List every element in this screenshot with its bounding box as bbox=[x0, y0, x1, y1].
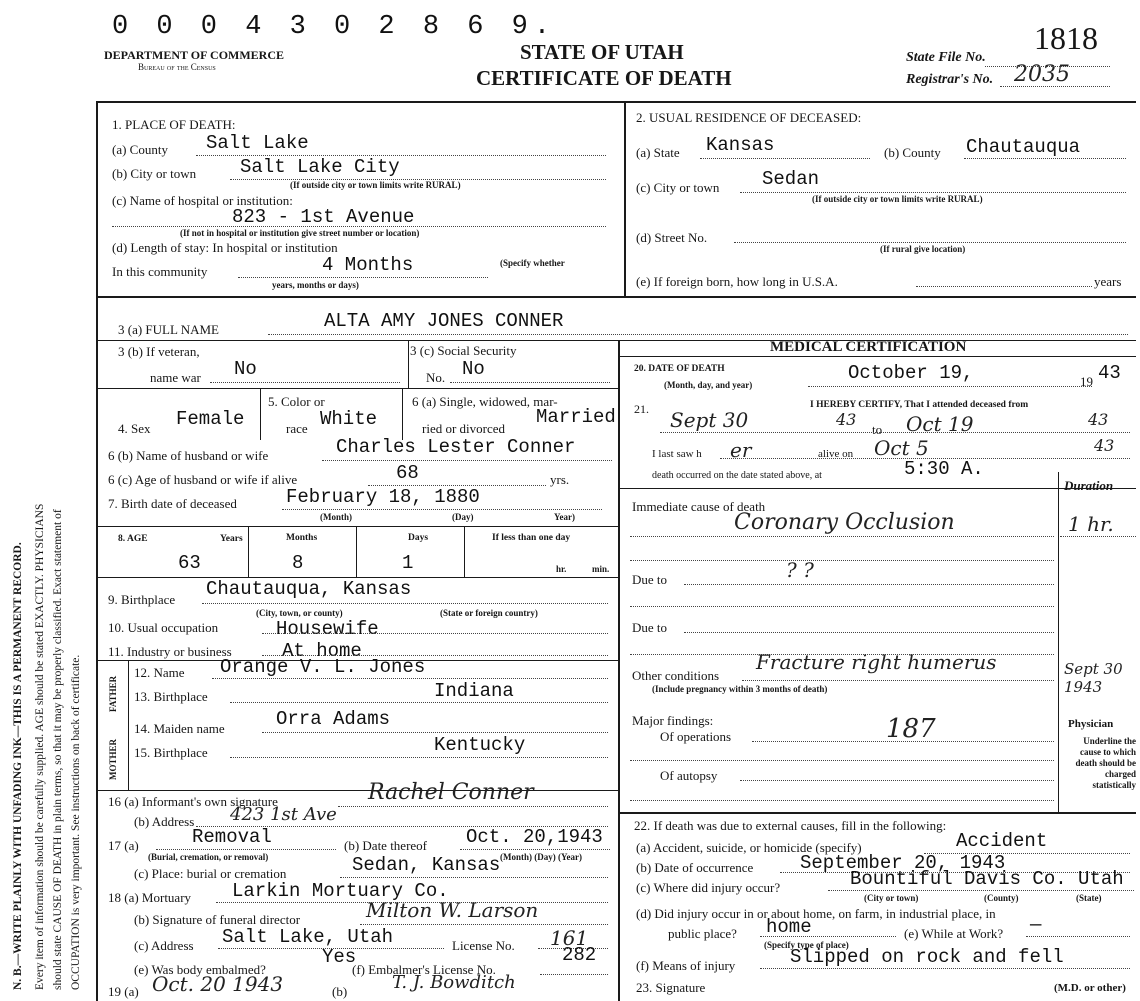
certify-text: I HEREBY CERTIFY, That I attended deceased from bbox=[810, 400, 1029, 410]
burial-place-value: Sedan, Kansas bbox=[352, 854, 501, 876]
accident-value: Accident bbox=[956, 830, 1048, 852]
stay-label: (d) Length of stay: In hospital or institution bbox=[112, 240, 338, 255]
burial-date-value: Oct. 20,1943 bbox=[466, 826, 603, 848]
state-file-label: State File No. bbox=[906, 50, 986, 65]
res-years-label: years bbox=[1094, 274, 1122, 289]
mother-bp-label: 15. Birthplace bbox=[134, 745, 208, 760]
license-value: 161 bbox=[550, 926, 589, 950]
side-note-2: Every item of information should be carefully supplied. AGE should be stated EXACTLY. PHYSICIANS bbox=[34, 503, 46, 990]
department: DEPARTMENT OF COMMERCE bbox=[104, 48, 285, 62]
certificate-title: CERTIFICATE OF DEATH bbox=[476, 66, 732, 90]
md-note: (M.D. or other) bbox=[1054, 982, 1126, 994]
race-label: race bbox=[286, 421, 308, 436]
race-value: White bbox=[320, 408, 378, 430]
dod-value: October 19, bbox=[848, 362, 974, 384]
filed-date: Oct. 20 1943 bbox=[152, 972, 284, 996]
burial-date-label: (b) Date thereof bbox=[344, 838, 428, 853]
occupation-value: Housewife bbox=[276, 618, 379, 640]
color-label: 5. Color or bbox=[268, 394, 325, 409]
n21-label: 21. bbox=[634, 402, 649, 416]
operations-value: 187 bbox=[886, 714, 936, 744]
dod-year: 43 bbox=[1098, 362, 1121, 384]
alive-year: 43 bbox=[1094, 436, 1115, 455]
where-label: (c) Where did injury occur? bbox=[636, 880, 781, 895]
birth-date-value: February 18, 1880 bbox=[286, 486, 480, 508]
attended-to: Oct 19 bbox=[906, 412, 974, 436]
embalmed-label: (e) Was body embalmed? bbox=[134, 962, 266, 977]
res-county-label: (b) County bbox=[884, 145, 941, 160]
marital-label: 6 (a) Single, widowed, mar- bbox=[412, 394, 558, 409]
burial-type-note: (Burial, cremation, or removal) bbox=[148, 852, 269, 862]
due-to-label-1: Due to bbox=[632, 572, 668, 587]
mortuary-addr-label: (c) Address bbox=[134, 938, 194, 953]
father-name-label: 12. Name bbox=[134, 665, 185, 680]
public-label: public place? bbox=[668, 926, 737, 941]
director-signature: Milton W. Larson bbox=[366, 898, 539, 922]
county-value: Salt Lake bbox=[206, 132, 309, 154]
burial-type-value: Removal bbox=[192, 826, 272, 848]
res-state-value: Kansas bbox=[706, 134, 775, 156]
yrs-label: yrs. bbox=[550, 472, 570, 487]
to-label: to bbox=[872, 422, 883, 437]
war-label: name war bbox=[150, 370, 201, 385]
father-side-label: FATHER bbox=[108, 675, 118, 712]
community-value: 4 Months bbox=[322, 254, 414, 276]
place-of-death-title: 1. PLACE OF DEATH: bbox=[112, 117, 236, 132]
medical-title: MEDICAL CERTIFICATION bbox=[770, 339, 967, 355]
occurrence-date-label: (b) Date of occurrence bbox=[636, 860, 754, 875]
due-to-value-1: ? ? bbox=[786, 558, 814, 582]
mortuary-addr-value: Salt Lake, Utah bbox=[222, 926, 394, 948]
mother-bp-value: Kentucky bbox=[434, 734, 526, 756]
physician-note: Underline the cause to which death should be charged statistically bbox=[1075, 736, 1136, 790]
registrar-number: 2035 bbox=[1014, 62, 1070, 87]
registrar-sig-label: (b) bbox=[332, 984, 348, 999]
where-note-county: (County) bbox=[984, 893, 1019, 903]
father-name-value: Orange V. L. Jones bbox=[220, 656, 426, 678]
physician-header: Physician bbox=[1068, 718, 1114, 730]
hr-label: hr. bbox=[556, 564, 567, 574]
major-findings-label: Major findings: bbox=[632, 713, 714, 728]
mortuary-value: Larkin Mortuary Co. bbox=[232, 880, 449, 902]
sex-label: 4. Sex bbox=[118, 421, 151, 436]
autopsy-label: Of autopsy bbox=[660, 768, 718, 783]
immediate-cause-value: Coronary Occlusion bbox=[734, 510, 955, 535]
home-value: home bbox=[766, 916, 812, 938]
alive-label: alive on bbox=[818, 448, 854, 460]
embalmer-license-value: 282 bbox=[562, 944, 597, 966]
city-label: (b) City or town bbox=[112, 166, 197, 181]
birth-month-note: (Month) bbox=[320, 512, 352, 522]
serial-number: 0 0 0 4 3 0 2 8 6 9. bbox=[112, 12, 557, 42]
accident-label: (a) Accident, suicide, or homicide (specify) bbox=[636, 840, 862, 855]
ss-value: No bbox=[462, 358, 485, 380]
age-less-day-header: If less than one day bbox=[492, 533, 571, 543]
other-conditions-note: (Include pregnancy within 3 months of death) bbox=[652, 684, 828, 694]
filed-label: 19 (a) bbox=[108, 984, 139, 999]
city-value: Salt Lake City bbox=[240, 156, 400, 178]
dod-note: (Month, day, and year) bbox=[664, 380, 753, 390]
home-note: (Specify type of place) bbox=[764, 940, 849, 950]
res-foreign-label: (e) If foreign born, how long in U.S.A. bbox=[636, 274, 838, 289]
father-bp-label: 13. Birthplace bbox=[134, 689, 208, 704]
informant-sig-label: 16 (a) Informant's own signature bbox=[108, 794, 278, 809]
home-label: (d) Did injury occur in or about home, on farm, in industrial place, in bbox=[636, 906, 996, 921]
birthplace-value: Chautauqua, Kansas bbox=[206, 578, 412, 600]
age-days-header: Days bbox=[408, 533, 429, 543]
birth-day-note: (Day) bbox=[452, 512, 474, 522]
other-conditions-value: Fracture right humerus bbox=[756, 650, 997, 674]
immediate-cause-label: Immediate cause of death bbox=[632, 499, 766, 514]
duration-value: 1 hr. bbox=[1068, 512, 1114, 536]
ext-title: 22. If death was due to external causes, fill in the following: bbox=[634, 818, 947, 833]
res-city-note: (If outside city or town limits write RURAL) bbox=[812, 194, 983, 204]
marital-label-2: ried or divorced bbox=[422, 421, 506, 436]
work-label: (e) While at Work? bbox=[904, 926, 1004, 941]
means-label: (f) Means of injury bbox=[636, 958, 736, 973]
occupation-label: 10. Usual occupation bbox=[108, 620, 219, 635]
registrar-signature: T. J. Bowditch bbox=[392, 972, 516, 993]
mortuary-label: 18 (a) Mortuary bbox=[108, 890, 192, 905]
embalmed-value: Yes bbox=[322, 946, 357, 968]
specify-note: (Specify whether bbox=[500, 258, 565, 268]
units-note: years, months or days) bbox=[272, 280, 359, 290]
veteran-label: 3 (b) If veteran, bbox=[118, 344, 200, 359]
side-note-4: OCCUPATION is very important. See instructions on back of certificate. bbox=[70, 654, 82, 990]
hospital-note: (If not in hospital or institution give street number or location) bbox=[180, 228, 420, 238]
birth-date-label: 7. Birth date of deceased bbox=[108, 496, 237, 511]
dod-label: 20. DATE OF DEATH bbox=[634, 364, 725, 374]
side-note-1: N. B.—WRITE PLAINLY WITH UNFADING INK—THIS IS A PERMANENT RECORD. bbox=[12, 542, 24, 990]
where-note-state: (State) bbox=[1076, 893, 1102, 903]
attended-to-year: 43 bbox=[1088, 410, 1109, 429]
age-label: 8. AGE bbox=[118, 534, 148, 544]
duration-header: Duration bbox=[1064, 478, 1114, 493]
spouse-label: 6 (b) Name of husband or wife bbox=[108, 448, 269, 463]
mother-name-label: 14. Maiden name bbox=[134, 721, 225, 736]
where-note-city: (City or town) bbox=[864, 893, 919, 903]
alive-value: Oct 5 bbox=[874, 436, 929, 460]
full-name-value: ALTA AMY JONES CONNER bbox=[324, 310, 564, 332]
informant-addr-label: (b) Address bbox=[134, 814, 195, 829]
attended-from: Sept 30 bbox=[670, 408, 749, 432]
sex-value: Female bbox=[176, 408, 245, 430]
marital-value: Married bbox=[536, 406, 616, 428]
state-title: STATE OF UTAH bbox=[520, 40, 684, 64]
work-value: — bbox=[1030, 914, 1042, 936]
res-state-label: (a) State bbox=[636, 145, 680, 160]
industry-label: 11. Industry or business bbox=[108, 644, 232, 659]
due-to-label-2: Due to bbox=[632, 620, 668, 635]
license-label: License No. bbox=[452, 938, 515, 953]
res-street-label: (d) Street No. bbox=[636, 230, 708, 245]
last-saw-value: er bbox=[730, 438, 752, 462]
father-bp-value: Indiana bbox=[434, 680, 514, 702]
informant-signature: Rachel Conner bbox=[368, 780, 534, 805]
residence-title: 2. USUAL RESIDENCE OF DECEASED: bbox=[636, 110, 862, 125]
bp-note-2: (State or foreign country) bbox=[440, 608, 538, 618]
burial-place-label: (c) Place: burial or cremation bbox=[134, 866, 287, 881]
age-years-value: 63 bbox=[178, 552, 201, 574]
bp-note-1: (City, town, or county) bbox=[256, 608, 343, 618]
ss-no-label: No. bbox=[426, 370, 446, 385]
ss-label: 3 (c) Social Security bbox=[410, 343, 517, 358]
city-note: (If outside city or town limits write RURAL) bbox=[290, 180, 461, 190]
registrar-label: Registrar's No. bbox=[906, 72, 994, 87]
veteran-value: No bbox=[234, 358, 257, 380]
spouse-age-value: 68 bbox=[396, 462, 419, 484]
community-label: In this community bbox=[112, 264, 208, 279]
county-label: (a) County bbox=[112, 142, 168, 157]
mother-side-label: MOTHER bbox=[108, 738, 118, 780]
other-conditions-date: Sept 30 1943 bbox=[1064, 660, 1123, 696]
age-months-value: 8 bbox=[292, 552, 304, 574]
res-street-note: (If rural give location) bbox=[880, 244, 966, 254]
full-name-label: 3 (a) FULL NAME bbox=[118, 322, 219, 337]
age-years-header: Years bbox=[220, 534, 243, 544]
bureau: Bureau of the Census bbox=[138, 62, 216, 72]
embalmer-license-label: (f) Embalmer's License No. bbox=[352, 962, 496, 977]
spouse-age-label: 6 (c) Age of husband or wife if alive bbox=[108, 472, 298, 487]
age-months-header: Months bbox=[286, 533, 318, 543]
birth-year-note: Year) bbox=[554, 512, 575, 522]
burial-type-label: 17 (a) bbox=[108, 838, 139, 853]
operations-label: Of operations bbox=[660, 729, 732, 744]
burial-date-note: (Month) (Day) (Year) bbox=[500, 852, 582, 862]
min-label: min. bbox=[592, 564, 610, 574]
dod-year-prefix: 19 bbox=[1080, 374, 1093, 389]
state-file-number: 1818 bbox=[1034, 20, 1098, 56]
where-value: Bountiful Davis Co. Utah bbox=[850, 868, 1124, 890]
res-county-value: Chautauqua bbox=[966, 136, 1081, 158]
res-city-value: Sedan bbox=[762, 168, 820, 190]
hospital-value: 823 - 1st Avenue bbox=[232, 206, 415, 228]
industry-value: At home bbox=[282, 640, 362, 662]
director-label: (b) Signature of funeral director bbox=[134, 912, 301, 927]
side-note-3: should state CAUSE OF DEATH in plain terms, so that it may be properly classified. Exact statement of bbox=[52, 509, 64, 990]
means-value: Slipped on rock and fell bbox=[790, 946, 1064, 968]
age-days-value: 1 bbox=[402, 552, 414, 574]
informant-address: 423 1st Ave bbox=[230, 804, 337, 825]
spouse-value: Charles Lester Conner bbox=[336, 436, 576, 458]
last-saw-label: I last saw h bbox=[652, 448, 702, 460]
mother-name-value: Orra Adams bbox=[276, 708, 391, 730]
death-time: 5:30 A. bbox=[904, 458, 984, 480]
hospital-label: (c) Name of hospital or institution: bbox=[112, 193, 293, 208]
other-conditions-label: Other conditions bbox=[632, 668, 720, 683]
res-city-label: (c) City or town bbox=[636, 180, 720, 195]
signature-label: 23. Signature bbox=[636, 980, 706, 995]
occurrence-date-value: September 20, 1943 bbox=[800, 852, 1006, 874]
occurred-label: death occurred on the date stated above, at bbox=[652, 470, 822, 481]
attended-from-year: 43 bbox=[836, 410, 857, 429]
birthplace-label: 9. Birthplace bbox=[108, 592, 176, 607]
